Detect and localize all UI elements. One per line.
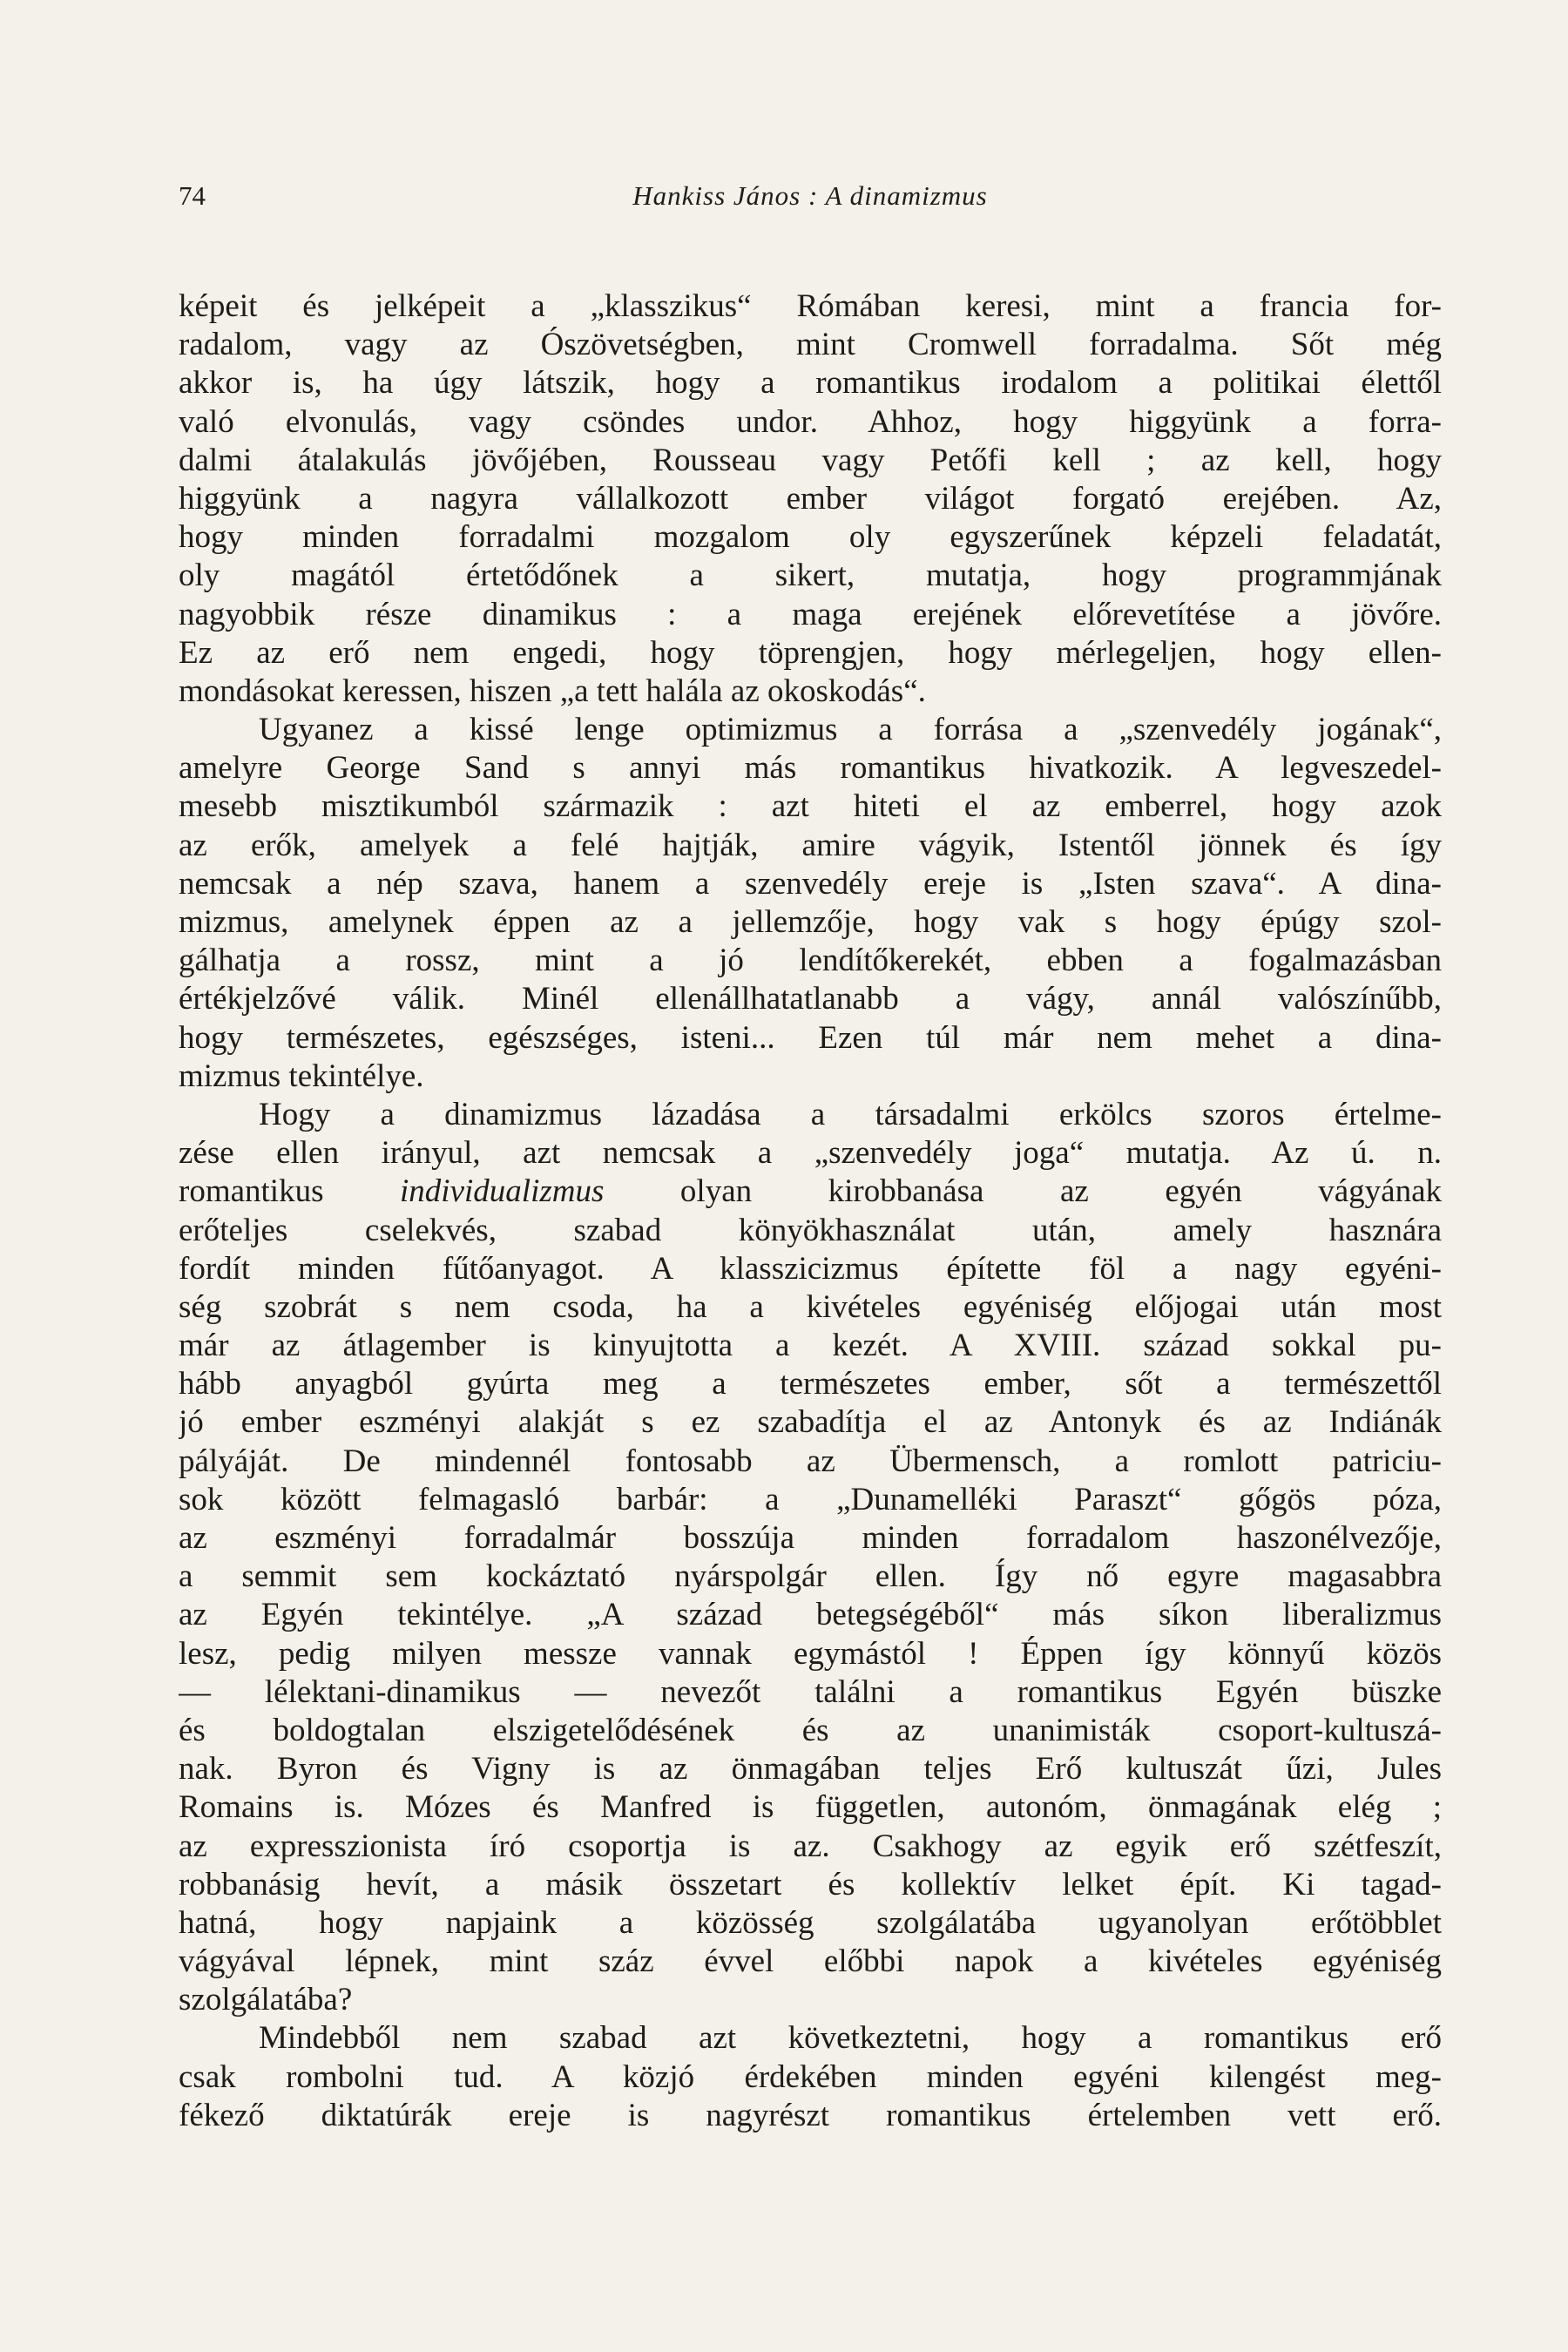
text-line: Romains is. Mózes és Manfred is független, autonóm, önmagának elég ; bbox=[179, 1789, 1442, 1826]
text-line: gálhatja a rossz, mint a jó lendítőkerekét, ebben a fogalmazásban bbox=[179, 943, 1442, 979]
text-line: Mindebből nem szabad azt következtetni, hogy a romantikus erő bbox=[259, 2020, 1442, 2057]
text-line: és boldogtalan elszigetelődésének és az unanimisták csoport-kultuszá- bbox=[179, 1712, 1442, 1748]
text-line: az eszményi forradalmár bosszúja minden forradalom haszonélvezője, bbox=[179, 1520, 1442, 1556]
text-line: oly magától értetődőnek a sikert, mutatja, hogy programmjának bbox=[179, 558, 1442, 594]
text-line: pályáját. De mindennél fontosabb az Übermensch, a romlott patriciu- bbox=[179, 1443, 1442, 1479]
text-line: higgyünk a nagyra vállalkozott ember világot forgató erejében. Az, bbox=[179, 480, 1442, 517]
text-line: Ugyanez a kissé lenge optimizmus a forrása a „szenvedély jogának“, bbox=[259, 712, 1442, 748]
text-line: amelyre George Sand s annyi más romantikus hivatkozik. A legveszedel- bbox=[179, 750, 1442, 787]
text-line: nak. Byron és Vigny is az önmagában teljes Erő kultuszát űzi, Jules bbox=[179, 1751, 1442, 1788]
text-line: sok között felmagasló barbár: a „Dunamelléki Paraszt“ gőgös póza, bbox=[179, 1481, 1442, 1517]
running-head-title: Hankiss János : A dinamizmus bbox=[632, 180, 988, 211]
text-line: mizmus, amelynek éppen az a jellemzője, hogy vak s hogy épúgy szol- bbox=[179, 904, 1442, 940]
text-line: jó ember eszményi alakját s ez szabadítja el az Antonyk és az Indiánák bbox=[179, 1404, 1442, 1441]
text-line: hogy minden forradalmi mozgalom oly egyszerűnek képzeli feladatát, bbox=[179, 519, 1442, 556]
text-line: csak rombolni tud. A közjó érdekében minden egyéni kilengést meg- bbox=[179, 2058, 1442, 2095]
text-line: nagyobbik része dinamikus : a maga erejének előrevetítése a jövőre. bbox=[179, 596, 1442, 632]
page-number: 74 bbox=[179, 180, 206, 211]
text-line: az expresszionista író csoportja is az. Csakhogy az egyik erő szétfeszít, bbox=[179, 1828, 1442, 1864]
text-line: akkor is, ha úgy látszik, hogy a romantikus irodalom a politikai élettől bbox=[179, 365, 1442, 402]
text-line: — lélektani-dinamikus — nevezőt találni a romantikus Egyén büszke bbox=[179, 1673, 1442, 1710]
text-line: való elvonulás, vagy csöndes undor. Ahhoz, hogy higgyünk a forra- bbox=[179, 403, 1442, 440]
text-line: mizmus tekintélye. bbox=[179, 1058, 424, 1094]
text-line: mesebb misztikumból származik : azt hiteti el az emberrel, hogy azok bbox=[179, 788, 1442, 825]
text-line: radalom, vagy az Ószövetségben, mint Cromwell forradalma. Sőt még bbox=[179, 327, 1442, 363]
text-line: képeit és jelképeit a „klasszikus“ Rómában keresi, mint a francia for- bbox=[179, 288, 1442, 324]
text-line: lesz, pedig milyen messze vannak egymástól ! Éppen így könnyű közös bbox=[179, 1635, 1442, 1672]
body-text bbox=[179, 287, 1442, 2135]
text-line: hább anyagból gyúrta meg a természetes ember, sőt a természettől bbox=[179, 1366, 1442, 1402]
running-head bbox=[179, 174, 1442, 218]
text-line: zése ellen irányul, azt nemcsak a „szenvedély joga“ mutatja. Az ú. n. bbox=[179, 1135, 1442, 1172]
text-line: nemcsak a nép szava, hanem a szenvedély ereje is „Isten szava“. A dina- bbox=[179, 865, 1442, 902]
text-line: ség szobrát s nem csoda, ha a kivételes egyéniség előjogai után most bbox=[179, 1288, 1442, 1325]
text-line: romantikus individualizmus olyan kirobbanása az egyén vágyának bbox=[179, 1173, 1442, 1210]
text-line: fordít minden fűtőanyagot. A klasszicizmus építette föl a nagy egyéni- bbox=[179, 1250, 1442, 1287]
text-line: a semmit sem kockáztató nyárspolgár ellen. Így nő egyre magasabbra bbox=[179, 1558, 1442, 1595]
text-line: értékjelzővé válik. Minél ellenállhatatlanabb a vágy, annál valószínűbb, bbox=[179, 981, 1442, 1017]
text-line: mondásokat keressen, hiszen „a tett halála az okoskodás“. bbox=[179, 672, 926, 709]
text-line: fékező diktatúrák ereje is nagyrészt romantikus értelemben vett erő. bbox=[179, 2097, 1442, 2133]
text-line: az erők, amelyek a felé hajtják, amire vágyik, Istentől jönnek és így bbox=[179, 827, 1442, 863]
italic-term: individualizmus bbox=[400, 1173, 605, 1210]
text-line: robbanásig hevít, a másik összetart és kollektív lelket épít. Ki tagad- bbox=[179, 1866, 1442, 1903]
text-line: dalmi átalakulás jövőjében, Rousseau vagy Petőfi kell ; az kell, hogy bbox=[179, 442, 1442, 478]
text-line: Hogy a dinamizmus lázadása a társadalmi erkölcs szoros értelme- bbox=[259, 1096, 1442, 1132]
text-line: vágyával lépnek, mint száz évvel előbbi napok a kivételes egyéniség bbox=[179, 1943, 1442, 1980]
text-line: hatná, hogy napjaink a közösség szolgálatába ugyanolyan erőtöbblet bbox=[179, 1904, 1442, 1941]
text-line: már az átlagember is kinyujtotta a kezét. A XVIII. század sokkal pu- bbox=[179, 1328, 1442, 1364]
text-line: az Egyén tekintélye. „A század betegségéből“ más síkon liberalizmus bbox=[179, 1597, 1442, 1633]
text-line: Ez az erő nem engedi, hogy töprengjen, hogy mérlegeljen, hogy ellen- bbox=[179, 634, 1442, 671]
text-line: hogy természetes, egészséges, isteni... Ezen túl már nem mehet a dina- bbox=[179, 1019, 1442, 1056]
text-line: erőteljes cselekvés, szabad könyökhasználat után, amely hasznára bbox=[179, 1212, 1442, 1248]
text-line: szolgálatába? bbox=[179, 1982, 353, 2018]
